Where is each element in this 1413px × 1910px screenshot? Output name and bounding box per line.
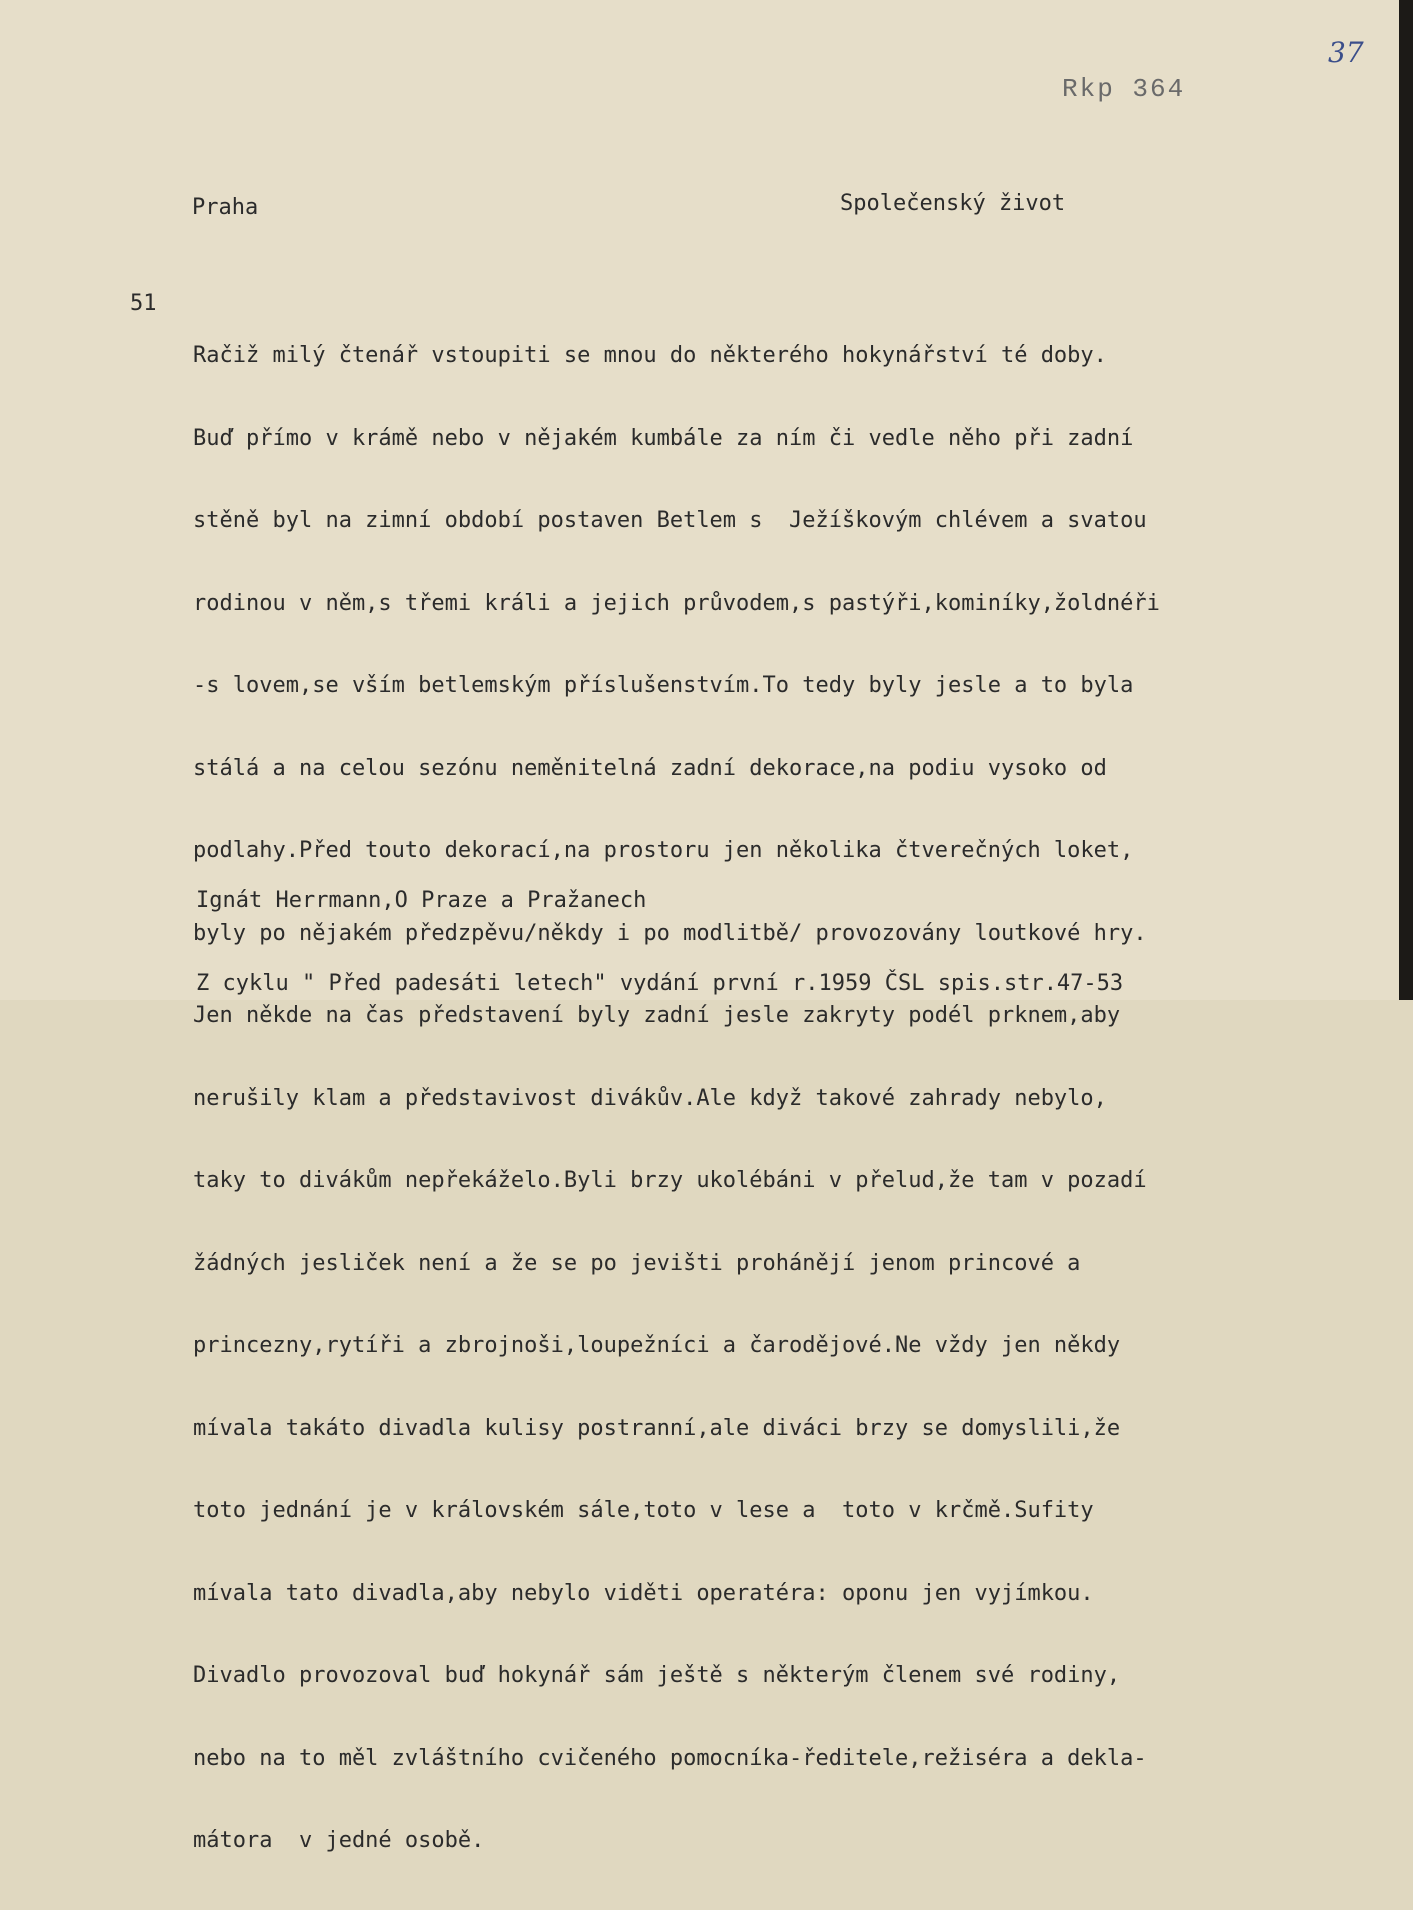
citation-source: Z cyklu " Před padesáti letech" vydání první r.1959 ČSL spis.str.47-53	[196, 970, 1124, 996]
body-line: Račiž milý čtenář vstoupiti se mnou do některého hokynářství té doby.	[193, 343, 1107, 368]
body-line: byly po nějakém předzpěvu/někdy i po modlitbě/ provozovány loutkové hry.	[193, 920, 1147, 946]
citation	[196, 832, 1123, 1052]
body-line: nerušily klam a představivost divákův.Ale když takové zahrady nebylo,	[193, 1085, 1107, 1111]
body-line: Divadlo provozoval buď hokynář sám ještě s některým členem své rodiny,	[193, 1663, 1121, 1688]
shelfmark-stamp: Rkp 364	[1062, 74, 1186, 104]
body-line: nebo na to měl zvláštního cvičeného pomocníka-ředitele,režiséra a dekla-	[193, 1745, 1147, 1771]
body-line: stěně byl na zimní období postaven Betlem s Ježíškovým chlévem a svatou	[193, 508, 1147, 533]
body-line: podlahy.Před touto dekorací,na prostoru jen několika čtverečných loket,	[193, 838, 1134, 863]
citation-author-title: Ignát Herrmann,O Praze a Pražanech	[196, 888, 647, 913]
body-line: rodinou v něm,s třemi králi a jejich průvodem,s pastýři,kominíky,žoldnéři	[193, 590, 1160, 616]
body-line: stálá a na celou sezónu neměnitelná zadní dekorace,na podiu vysoko od	[193, 755, 1107, 781]
place-heading: Praha	[192, 195, 259, 220]
scan-edge	[1399, 0, 1413, 1000]
body-line: mívala takáto divadla kulisy postranní,ale diváci brzy se domyslili,že	[193, 1415, 1121, 1441]
entry-number: 51	[130, 291, 157, 316]
body-line: Jen někde na čas představení byly zadní jesle zakryty podél prknem,aby	[193, 1003, 1121, 1028]
body-line: -s lovem,se vším betlemským příslušenstvím.To tedy byly jesle a to byla	[193, 673, 1134, 698]
body-line: žádných jesliček není a že se po jevišti prohánějí jenom princové a	[193, 1250, 1081, 1276]
body-line: mátora v jedné osobě.	[193, 1828, 485, 1853]
body-line: mívala tato divadla,aby nebylo viděti operatéra: oponu jen vyjímkou.	[193, 1580, 1094, 1606]
body-text	[193, 287, 1160, 1910]
body-line: toto jednání je v královském sále,toto v lese a toto v krčmě.Sufity	[193, 1498, 1094, 1523]
topic-heading: Společenský život	[840, 191, 1066, 216]
body-line: Buď přímo v krámě nebo v nějakém kumbále za ním či vedle něho při zadní	[193, 425, 1134, 451]
body-line: princezny,rytíři a zbrojnoši,loupežníci a čarodějové.Ne vždy jen někdy	[193, 1333, 1121, 1358]
body-line: taky to divákům nepřekáželo.Byli brzy ukolébáni v přelud,že tam v pozadí	[193, 1168, 1147, 1193]
page-number: 37	[1328, 36, 1364, 69]
